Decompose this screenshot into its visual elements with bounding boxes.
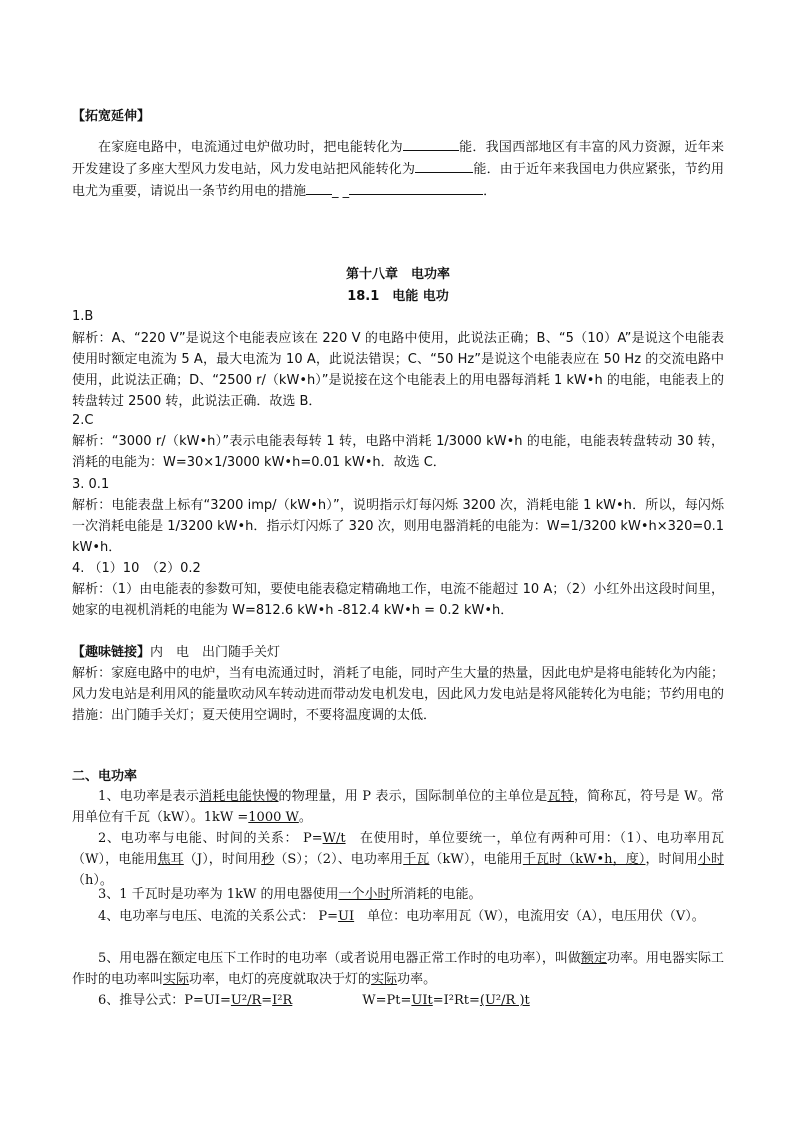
text-segment: ，简称瓦，符号是 W。常用单位有千瓦（kW）。1kW =: [72, 789, 724, 825]
answer-2-num: 2.C: [72, 413, 94, 428]
power-item-4: [72, 906, 724, 927]
fill-in-answer: (U²/R )t: [479, 993, 530, 1008]
text-segment: _ _: [332, 184, 350, 199]
text-segment: 2、电功率与电能、时间的关系： P=: [98, 831, 323, 846]
fill-in-answer: 额定: [580, 951, 607, 966]
text-segment: ，时间用: [645, 852, 698, 867]
text-segment: 功率，电灯的亮度就取决于灯的: [189, 972, 372, 987]
fun-link-analysis: 解析：家庭电路中的电炉，当有电流通过时，消耗了电能，同时产生大量的热量，因此电炉是将电能转化为内能；风力发电站是利用风的能量吹动风车转动进而带动发电机发电，因此风力发电站是将风能转化为电能；节约用电的措施：出门随手关灯；夏天使用空调时，不要将温度调的太低．: [72, 666, 724, 723]
fill-in-answer: 1000 W: [248, 810, 299, 825]
blank-3a: [306, 180, 332, 195]
power-item-5: [72, 948, 724, 990]
fill-in-answer: 小时: [697, 852, 724, 867]
fill-in-answer: 千瓦: [403, 852, 430, 867]
text-segment: 在使用时，单位要统一，单位有两种可用：（1）、电功率用瓦（W），电能用: [72, 831, 724, 867]
text-segment: （h）。: [72, 873, 113, 888]
power-item-3: [72, 884, 724, 905]
text-segment: 单位：电功率用瓦（W），电流用安（A），电压用伏（V）。: [367, 909, 705, 924]
power-item-1: [72, 786, 724, 828]
text-segment: 5、用电器在额定电压下工作时的电功率（或者说用电器正常工作时的电功率），叫做: [98, 951, 581, 966]
answer-1-analysis: 解析：A、“220 V”是说这个电能表应该在 220 V 的电路中使用，此说法正确；B、“5（10）A”是说这个电能表使用时额定电流为 5 A，最大电流为 10 A，此说法错误；C、“50 Hz”是说这个电能表应在 50 Hz 的交流电路中使用，此说法正确；D、“2500 r/（kW•h）”是说接在这个电能表上的用电器每消耗 1 kW•h 的电能，电能表上的转盘转过 2500 转，此说法正确．故选 B．: [72, 331, 724, 409]
fill-in-answer: UI: [338, 909, 355, 924]
fill-in-answer: 瓦特: [547, 789, 574, 804]
section-title: 18.1 电能 电功: [347, 289, 449, 304]
answer-1-num: 1.B: [72, 309, 94, 324]
answer-4-analysis: 解析：（1）由电能表的参数可知，要使电能表稳定精确地工作，电流不能超过 10 A；（2）小红外出这段时间里，她家的电视机消耗的电能为 W=812.6 kW•h -812.4 kW•h = 0.2 kW•h．: [72, 582, 724, 618]
answer-3-num: 3. 0.1: [72, 477, 110, 492]
text-segment: 。: [298, 810, 312, 825]
blank-2: [415, 158, 473, 173]
extension-paragraph: [72, 136, 724, 202]
power-item-2: [72, 828, 724, 891]
fill-in-answer: 实际: [163, 972, 190, 987]
fun-link-answer: 内 电 出门随手关灯: [150, 645, 281, 660]
fill-in-answer: 消耗电能快慢: [199, 789, 279, 804]
fun-link-line: [72, 642, 724, 663]
fill-in-answer: 千瓦时（kW•h，度）: [522, 852, 646, 867]
fill-in-answer: I²R: [272, 993, 293, 1008]
answer-4-num: 4. （1）10 （2）0.2: [72, 561, 201, 576]
fill-in-answer: UIt: [411, 993, 433, 1008]
text-segment: （kW），电能用: [429, 852, 523, 867]
text-segment: ．: [483, 184, 497, 199]
fun-link-heading: 【趣味链接】: [72, 645, 151, 660]
answer-3-analysis: 解析：电能表盘上标有“3200 imp/（kW•h）”，说明指示灯每闪烁 3200 次，消耗电能 1 kW•h．所以，每闪烁一次消耗电能是 1/3200 kW•h．指示灯闪烁了 320 次，则用电器消耗的电能为：W=1/3200 kW•h×320=0.1 kW•h．: [72, 498, 724, 555]
fill-in-answer: 一个小时: [338, 887, 391, 902]
text-segment: 功率。用电器实际工作时的电功率叫: [72, 951, 724, 987]
text-segment: 1、电功率是表示: [98, 789, 200, 804]
text-segment: 6、推导公式：P=UI=: [98, 993, 231, 1008]
text-segment: 能．我国西部地区有丰富的风力资源，近年来开发建设了多座大型风力发电站，风力发电站把风能转化为: [72, 140, 724, 177]
text-segment: （S）；（2）、电功率用: [274, 852, 404, 867]
text-segment: =: [261, 993, 273, 1008]
fill-in-answer: W/t: [322, 831, 346, 846]
text-segment: 3、1 千瓦时是功率为 1kW 的用电器使用: [98, 887, 339, 902]
text-segment: 的物理量，用 P 表示，国际制单位的主单位是: [278, 789, 548, 804]
fill-in-answer: U²/R: [230, 993, 262, 1008]
text-segment: 在家庭电路中，电流通过电炉做功时，把电能转化为: [98, 140, 403, 155]
fill-in-answer: 秒: [261, 852, 275, 867]
text-segment: 所消耗的电能。: [390, 887, 482, 902]
power-heading: 二、电功率: [72, 769, 138, 784]
fill-in-answer: 实际: [371, 972, 398, 987]
chapter-title: 第十八章 电功率: [345, 267, 450, 282]
text-segment: （J），时间用: [183, 852, 262, 867]
power-item-6: [72, 990, 724, 1011]
blank-1: [403, 136, 459, 151]
answer-2-analysis: 解析：“3000 r/（kW•h）”表示电能表每转 1 转，电路中消耗 1/3000 kW•h 的电能，电能表转盘转动 30 转，消耗的电能为：W=30×1/3000 kW•h=0.01 kW•h．故选 C．: [72, 434, 724, 470]
text-segment: 4、电功率与电压、电流的关系公式： P=: [98, 909, 339, 924]
text-segment: =I²Rt=: [432, 993, 480, 1008]
blank-3b: [349, 180, 483, 195]
fill-in-answer: 焦耳: [157, 852, 184, 867]
extension-heading: 【拓宽延伸】: [72, 109, 151, 124]
text-segment: 功率。: [397, 972, 437, 987]
text-segment: W=Pt=: [362, 993, 412, 1008]
text-segment: 能．由于近年来我国电力供应紧张，节约用电尤为重要，请说出一条节约用电的措施: [72, 162, 724, 199]
